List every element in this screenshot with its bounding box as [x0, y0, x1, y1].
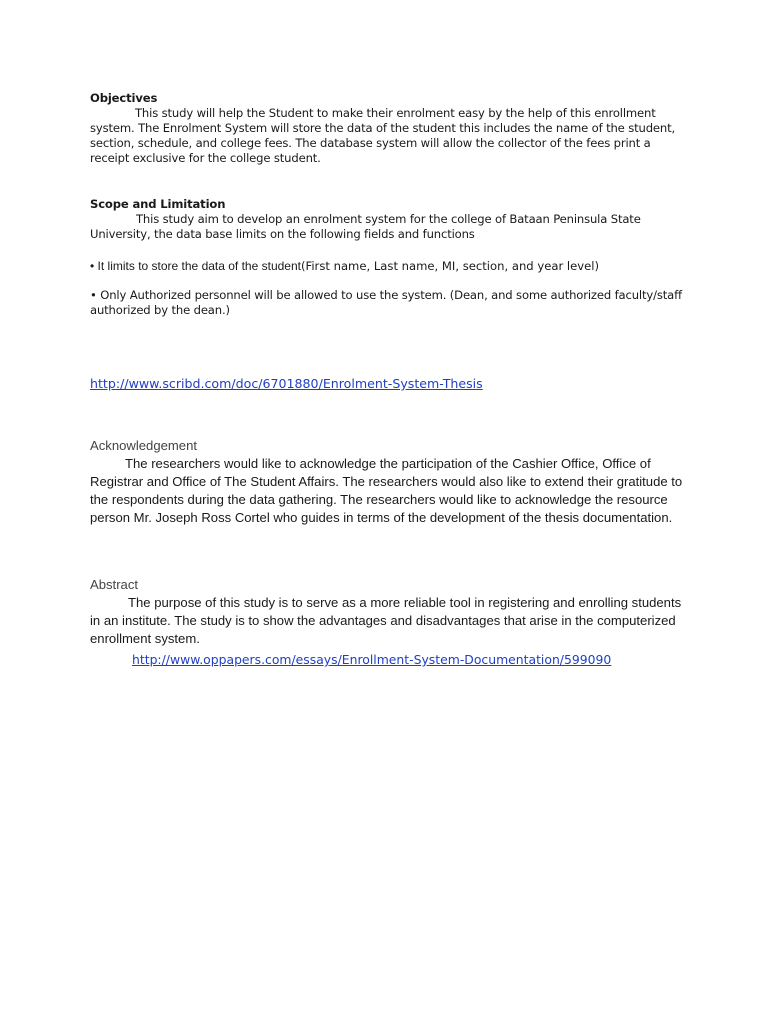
acknowledgement-section — [90, 437, 690, 527]
scope-body: This study aim to develop an enrolment system for the college of Bataan Peninsula State University, the data base limits on the following fields and functions — [90, 212, 641, 241]
scope-bullet-1 — [90, 257, 690, 275]
scope-section — [90, 197, 690, 242]
scope-heading: Scope and Limitation — [90, 197, 226, 211]
scope-bullet-2-text: • Only Authorized personnel will be allowed to use the system. (Dean, and some authorized faculty/staff authorized by the dean.) — [90, 288, 682, 317]
scope-bullet-1-rest: (First name, Last name, MI, section, and year level) — [300, 259, 599, 273]
objectives-body: This study will help the Student to make their enrolment easy by the help of this enrollment system. The Enrolment System will store the data of the student this includes the name of the student, section, schedule, and college fees. The database system will allow the collector of the fees print a receipt exclusive for the college student. — [90, 106, 676, 165]
objectives-section — [90, 91, 690, 166]
abstract-heading: Abstract — [90, 577, 139, 592]
scope-bullet-1-lead: • It limits to store the data of the student — [90, 259, 301, 273]
scribd-link[interactable]: http://www.scribd.com/doc/6701880/Enrolment-System-Thesis — [90, 376, 483, 391]
scope-bullet-2 — [90, 288, 690, 318]
link-1-row — [90, 375, 690, 393]
link-2-row — [132, 651, 732, 669]
oppapers-link[interactable]: http://www.oppapers.com/essays/Enrollment-System-Documentation/599090 — [132, 652, 612, 667]
acknowledgement-body: The researchers would like to acknowledge the participation of the Cashier Office, Office of Registrar and Office of The Student Affairs. The researchers would also like to extend their gratitude to the respondents during the data gathering. The researchers would like to acknowledge the resource person Mr. Joseph Ross Cortel who guides in terms of the development of the thesis documentation. — [90, 456, 683, 525]
abstract-body: The purpose of this study is to serve as a more reliable tool in registering and enrolling students in an institute. The study is to show the advantages and disadvantages that arise in the computerized enrollment system. — [90, 595, 682, 646]
acknowledgement-heading: Acknowledgement — [90, 438, 197, 453]
objectives-heading: Objectives — [90, 91, 158, 105]
abstract-section — [90, 576, 690, 648]
